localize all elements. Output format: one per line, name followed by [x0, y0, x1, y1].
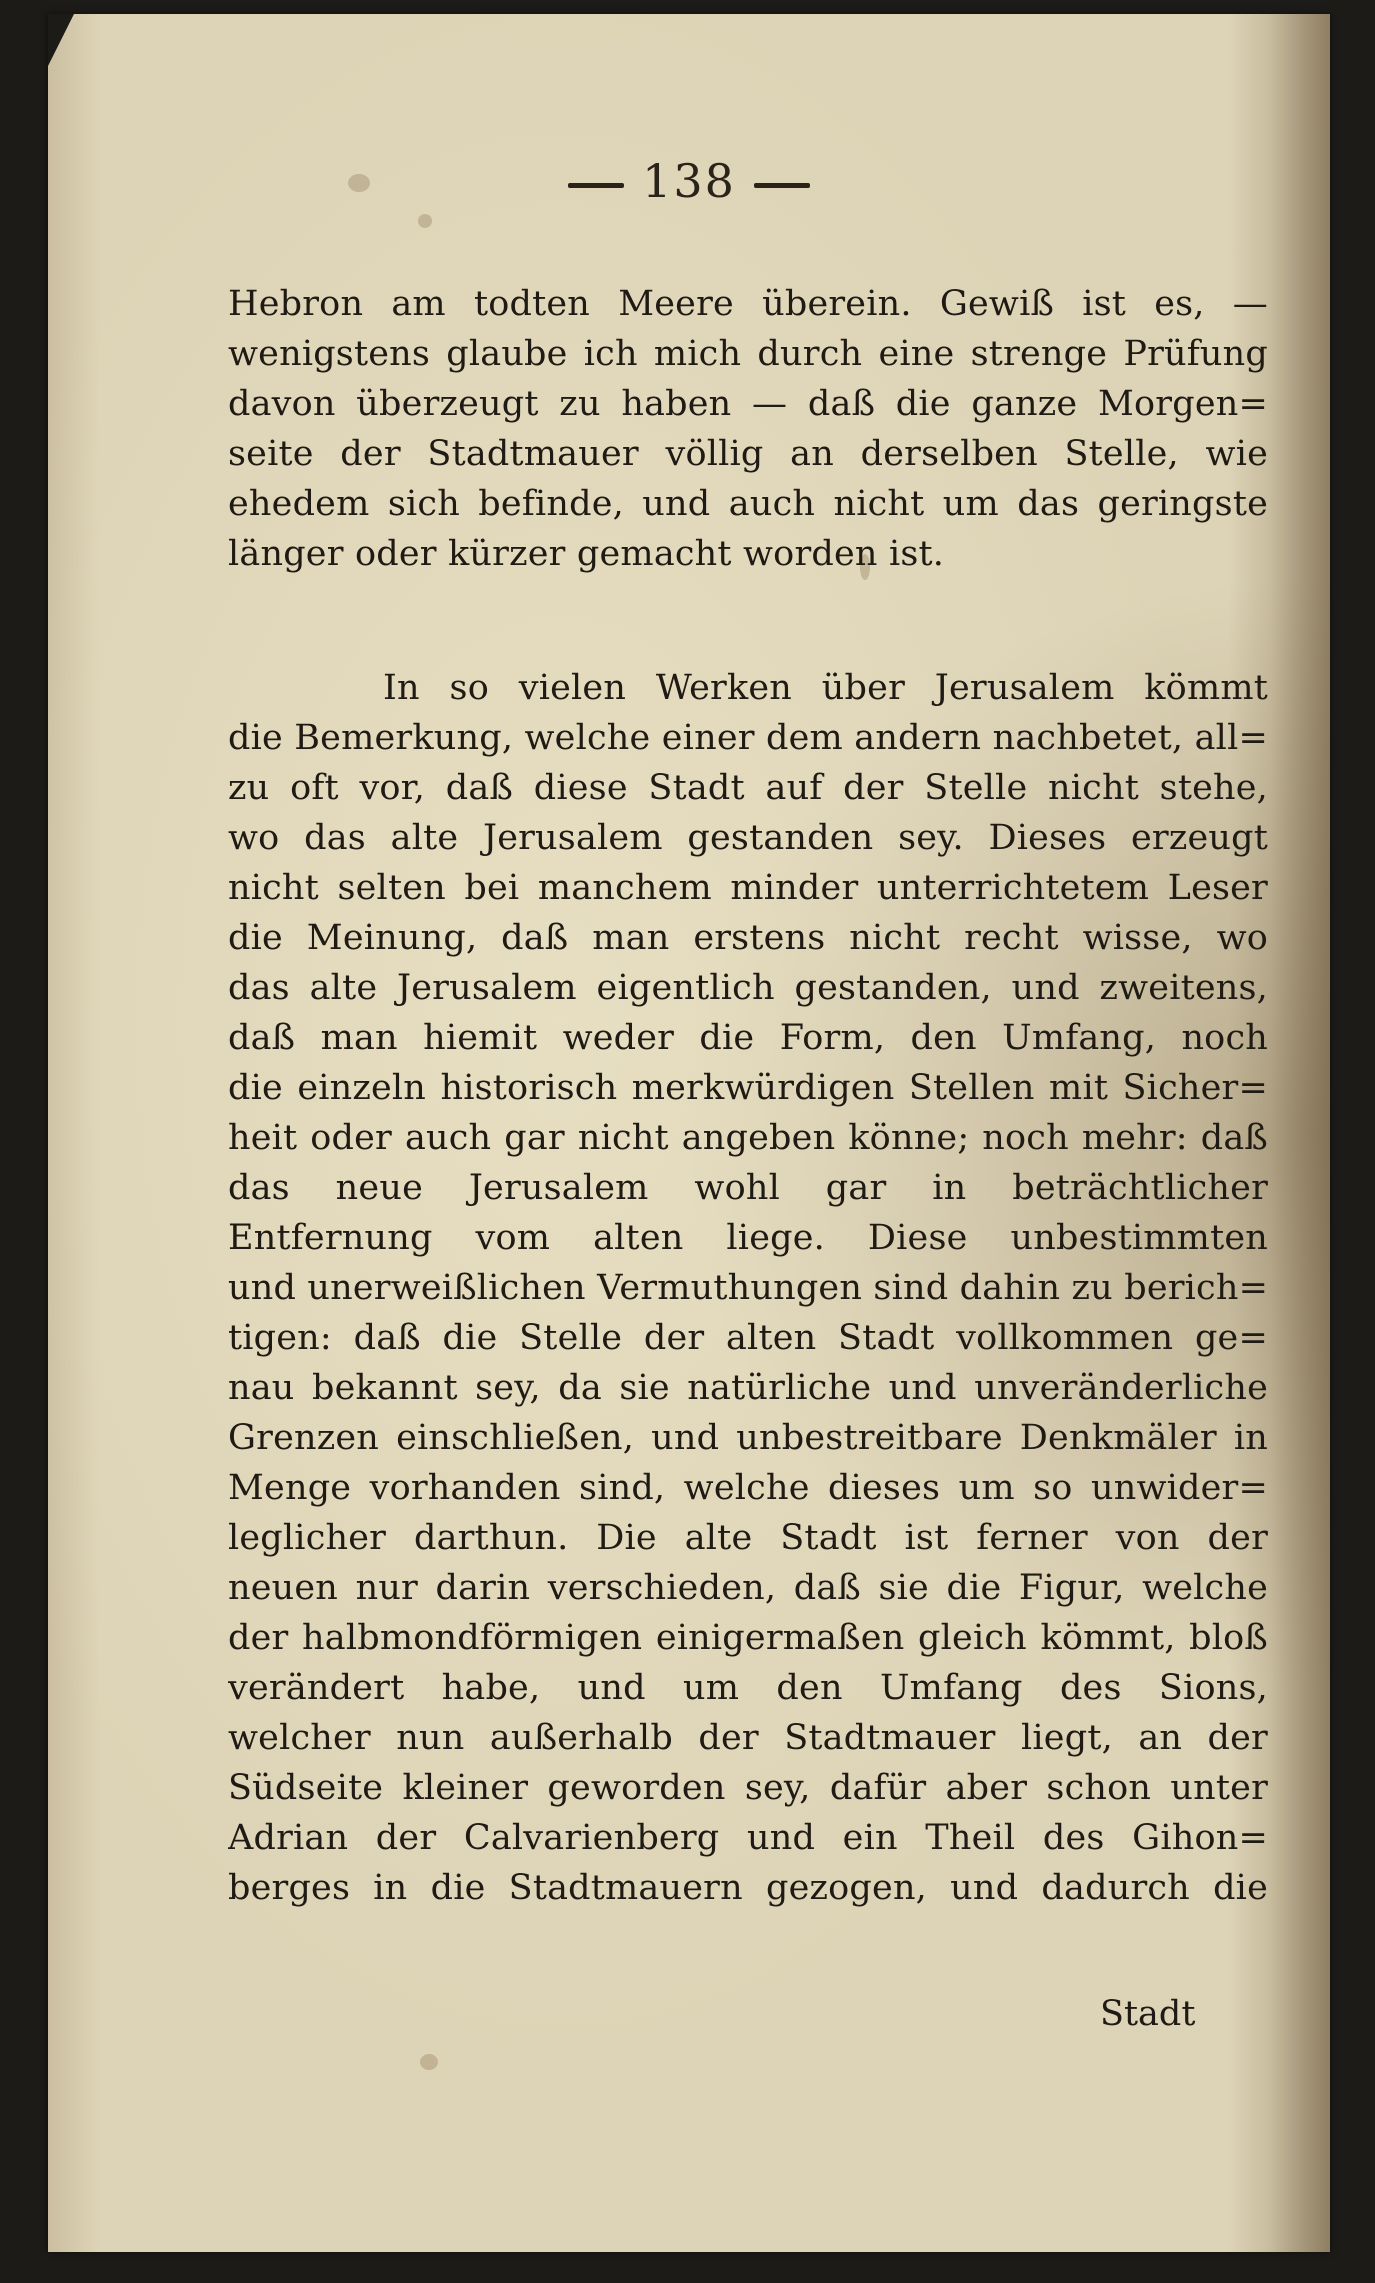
page-number-dash-right [754, 183, 810, 188]
text-line: die einzeln historisch merkwürdigen Stellen mit Sicher= [228, 1068, 1268, 1108]
text-line: heit oder auch gar nicht angeben könne; noch mehr: daß [228, 1118, 1268, 1158]
page-number-value: 138 [642, 154, 736, 208]
text-line: Adrian der Calvarienberg und ein Theil des Gihon= [228, 1818, 1268, 1858]
catchword: Stadt [1100, 1994, 1196, 2034]
text-line: daß man hiemit weder die Form, den Umfang, noch [228, 1018, 1268, 1058]
text-line: welcher nun außerhalb der Stadtmauer liegt, an der [228, 1718, 1268, 1758]
text-line: wenigstens glaube ich mich durch eine strenge Prüfung [228, 334, 1268, 374]
book-page [48, 14, 1330, 2252]
page-number [48, 154, 1330, 208]
text-line: berges in die Stadtmauern gezogen, und dadurch die [228, 1868, 1268, 1908]
text-line: tigen: daß die Stelle der alten Stadt vollkommen ge= [228, 1318, 1268, 1358]
text-line: davon überzeugt zu haben — daß die ganze Morgen= [228, 384, 1268, 424]
text-line: neuen nur darin verschieden, daß sie die Figur, welche [228, 1568, 1268, 1608]
text-line: das neue Jerusalem wohl gar in beträchtlicher [228, 1168, 1268, 1208]
text-line: verändert habe, und um den Umfang des Sions, [228, 1668, 1268, 1708]
text-line: ehedem sich befinde, und auch nicht um das geringste [228, 484, 1268, 524]
text-line: die Meinung, daß man erstens nicht recht wisse, wo [228, 918, 1268, 958]
text-line: Entfernung vom alten liege. Diese unbestimmten [228, 1218, 1268, 1258]
text-line: Grenzen einschließen, und unbestreitbare Denkmäler in [228, 1418, 1268, 1458]
text-line: das alte Jerusalem eigentlich gestanden, und zweitens, [228, 968, 1268, 1008]
text-line: und unerweißlichen Vermuthungen sind dahin zu berich= [228, 1268, 1268, 1308]
body-text [228, 279, 1268, 1913]
text-line: die Bemerkung, welche einer dem andern nachbetet, all= [228, 718, 1268, 758]
paper-stain [420, 2054, 438, 2070]
paper-stain [418, 214, 432, 228]
text-line: In so vielen Werken über Jerusalem kömmt [383, 668, 1268, 708]
page-gutter-shadow [1270, 14, 1330, 2252]
page-number-dash-left [568, 183, 624, 188]
text-line: länger oder kürzer gemacht worden ist. [228, 534, 945, 574]
text-line: Menge vorhanden sind, welche dieses um so unwider= [228, 1468, 1268, 1508]
text-line: leglicher darthun. Die alte Stadt ist ferner von der [228, 1518, 1268, 1558]
text-line: der halbmondförmigen einigermaßen gleich kömmt, bloß [228, 1618, 1268, 1658]
text-line: Südseite kleiner geworden sey, dafür aber schon unter [228, 1768, 1268, 1808]
paragraph-2 [228, 663, 1268, 1913]
text-line: seite der Stadtmauer völlig an derselben Stelle, wie [228, 434, 1268, 474]
text-line: Hebron am todten Meere überein. Gewiß ist es, — [228, 284, 1268, 324]
paragraph-gap [228, 579, 1268, 663]
text-line: nicht selten bei manchem minder unterrichtetem Leser [228, 868, 1268, 908]
page-corner-tear [48, 14, 74, 66]
text-line: wo das alte Jerusalem gestanden sey. Dieses erzeugt [228, 818, 1268, 858]
text-line: zu oft vor, daß diese Stadt auf der Stelle nicht stehe, [228, 768, 1268, 808]
paragraph-1 [228, 279, 1268, 579]
text-line: nau bekannt sey, da sie natürliche und unveränderliche [228, 1368, 1268, 1408]
